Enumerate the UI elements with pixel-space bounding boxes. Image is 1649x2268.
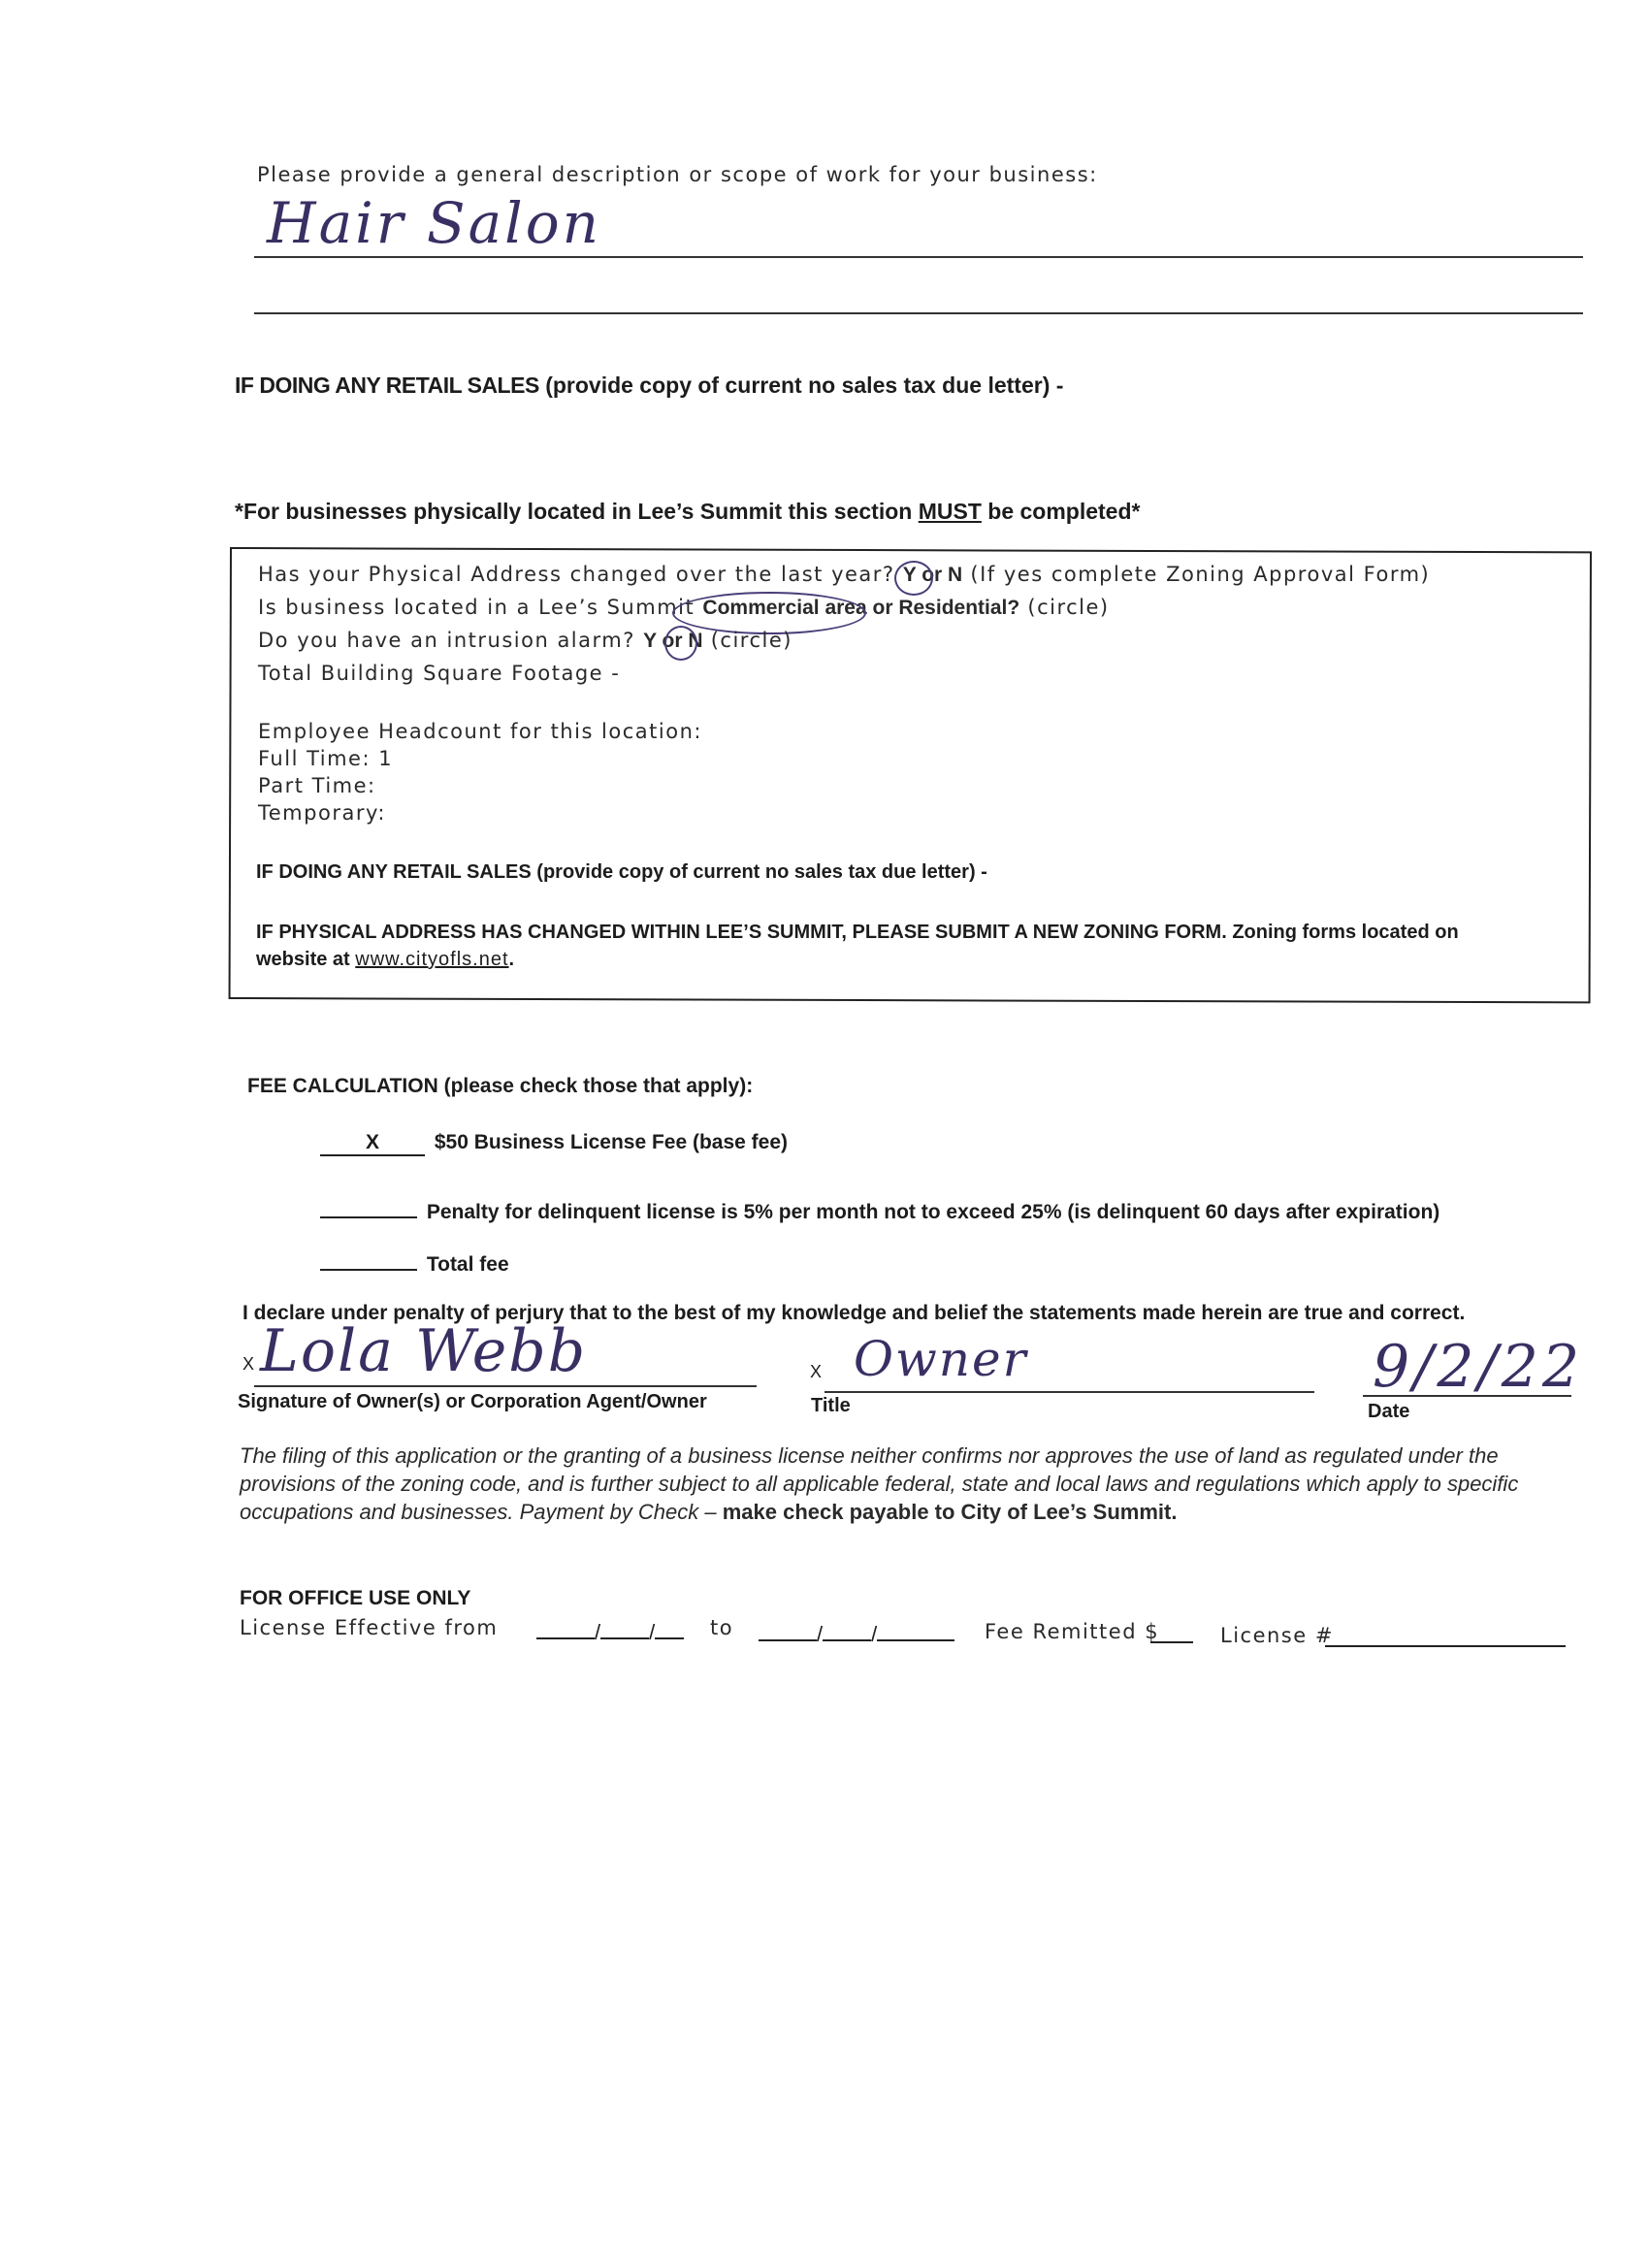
effective-from-year[interactable] — [655, 1614, 684, 1639]
zoning-note-line-1: IF PHYSICAL ADDRESS HAS CHANGED WITHIN LEE’S SUMMIT, PLEASE SUBMIT A NEW ZONING FORM. Zoning forms located on — [256, 922, 1459, 943]
license-effective-label: License Effective from — [240, 1616, 499, 1639]
section-heading-pre: *For businesses physically located in Lee’s Summit this section — [235, 499, 919, 524]
section-heading-must: MUST — [918, 499, 982, 524]
headcount-full-time[interactable]: Full Time: 1 — [258, 747, 394, 770]
effective-to-year[interactable] — [877, 1616, 954, 1641]
date-label: Date — [1368, 1401, 1410, 1422]
question-alarm-options[interactable]: Y or N — [643, 630, 703, 652]
fee-total-checkbox[interactable] — [320, 1246, 417, 1271]
circle-alarm-answer — [664, 626, 697, 661]
date-line — [1363, 1395, 1571, 1397]
date-handwritten[interactable]: 9/2/22 — [1373, 1333, 1584, 1401]
effective-from-month[interactable] — [536, 1614, 595, 1639]
headcount-temporary[interactable]: Temporary: — [258, 801, 386, 825]
office-use-heading: FOR OFFICE USE ONLY — [240, 1587, 471, 1609]
zoning-note-pre: website at — [256, 949, 356, 970]
question-address — [258, 563, 1430, 587]
fee-total-label: Total fee — [426, 1253, 509, 1276]
box-retail-note: IF DOING ANY RETAIL SALES (provide copy of current no sales tax due letter) - — [256, 861, 987, 883]
section-heading-post: be completed* — [981, 499, 1141, 524]
effective-to-day[interactable] — [823, 1616, 871, 1641]
signature-handwritten[interactable]: Lola Webb — [260, 1317, 588, 1385]
license-number-label: License # — [1220, 1624, 1334, 1647]
fee-penalty-checkbox[interactable] — [320, 1193, 417, 1218]
zoning-note-line-2 — [256, 949, 514, 971]
question-location-note: (circle) — [1027, 596, 1110, 619]
section-heading — [235, 499, 1140, 525]
fee-remitted-input[interactable] — [1150, 1618, 1193, 1643]
title-handwritten[interactable]: Owner — [854, 1331, 1028, 1387]
question-address-note: (If yes complete Zoning Approval Form) — [970, 563, 1431, 586]
description-prompt: Please provide a general description or scope of work for your business: — [257, 163, 1098, 186]
title-x-mark: X — [810, 1362, 823, 1381]
fee-item-total — [320, 1246, 509, 1277]
license-number-input[interactable] — [1325, 1622, 1566, 1647]
question-location-options[interactable]: Commercial area or Residential? — [702, 597, 1020, 619]
circle-address-answer — [894, 561, 933, 596]
fee-item-penalty — [320, 1193, 1439, 1224]
license-number-blank-wrap — [1325, 1622, 1566, 1653]
headcount-part-time[interactable]: Part Time: — [258, 774, 376, 797]
fee-base-label: $50 Business License Fee (base fee) — [434, 1131, 789, 1153]
license-effective-to-date: / / — [759, 1616, 954, 1647]
question-address-text: Has your Physical Address changed over the last year? — [258, 563, 895, 586]
license-to-label: to — [710, 1616, 734, 1639]
license-effective-from-date: / / — [536, 1614, 684, 1645]
disclaimer-bold: make check payable to City of Lee’s Summit. — [722, 1500, 1178, 1524]
fee-remitted-blank-wrap — [1150, 1618, 1193, 1649]
signature-line — [254, 1385, 757, 1387]
question-alarm-note: (circle) — [710, 629, 792, 652]
effective-to-month[interactable] — [759, 1616, 817, 1641]
question-location-text: Is business located in a Lee’s Summit — [258, 596, 695, 619]
title-label: Title — [811, 1395, 851, 1416]
signature-label: Signature of Owner(s) or Corporation Agent/Owner — [238, 1391, 707, 1412]
disclaimer — [240, 1442, 1583, 1526]
title-line — [824, 1391, 1314, 1393]
headcount-label: Employee Headcount for this location: — [258, 720, 702, 743]
description-answer[interactable]: Hair Salon — [267, 190, 602, 256]
fee-heading: FEE CALCULATION (please check those that apply): — [247, 1075, 754, 1097]
retail-note-top-bold: IF DOING ANY RETAIL SALES — [235, 373, 539, 398]
description-line-2 — [254, 312, 1583, 314]
description-line-1 — [254, 256, 1583, 258]
question-alarm — [258, 629, 792, 653]
question-address-options[interactable]: Y or N — [902, 564, 963, 586]
question-alarm-text: Do you have an intrusion alarm? — [258, 629, 635, 652]
effective-from-day[interactable] — [600, 1614, 649, 1639]
disclaimer-italic: The filing of this application or the granting of a business license neither confirms nor approves the use of land as regulated under the provisions of the zoning code, and is further subject to all applicable federal, state and local laws and regulations which apply to specific occupations and businesses. Payment by Check – — [240, 1443, 1519, 1524]
signature-x-mark: X — [242, 1354, 255, 1374]
retail-note-top-rest: (provide copy of current no sales tax due letter) - — [545, 373, 1064, 398]
zoning-note-post: . — [508, 949, 515, 970]
zoning-website-link[interactable]: www.cityofls.net — [355, 949, 509, 970]
fee-penalty-label: Penalty for delinquent license is 5% per month not to exceed 25% (is delinquent 60 days after expiration) — [426, 1201, 1440, 1223]
question-footage: Total Building Square Footage - — [258, 662, 621, 685]
declaration-text: I declare under penalty of perjury that to the best of my knowledge and belief the statements made herein are true and correct. — [242, 1302, 1466, 1324]
retail-note-top — [235, 373, 1063, 399]
fee-base-checkbox[interactable]: X — [320, 1131, 425, 1156]
fee-remitted-label: Fee Remitted $ — [985, 1620, 1160, 1643]
fee-item-base — [320, 1131, 788, 1156]
